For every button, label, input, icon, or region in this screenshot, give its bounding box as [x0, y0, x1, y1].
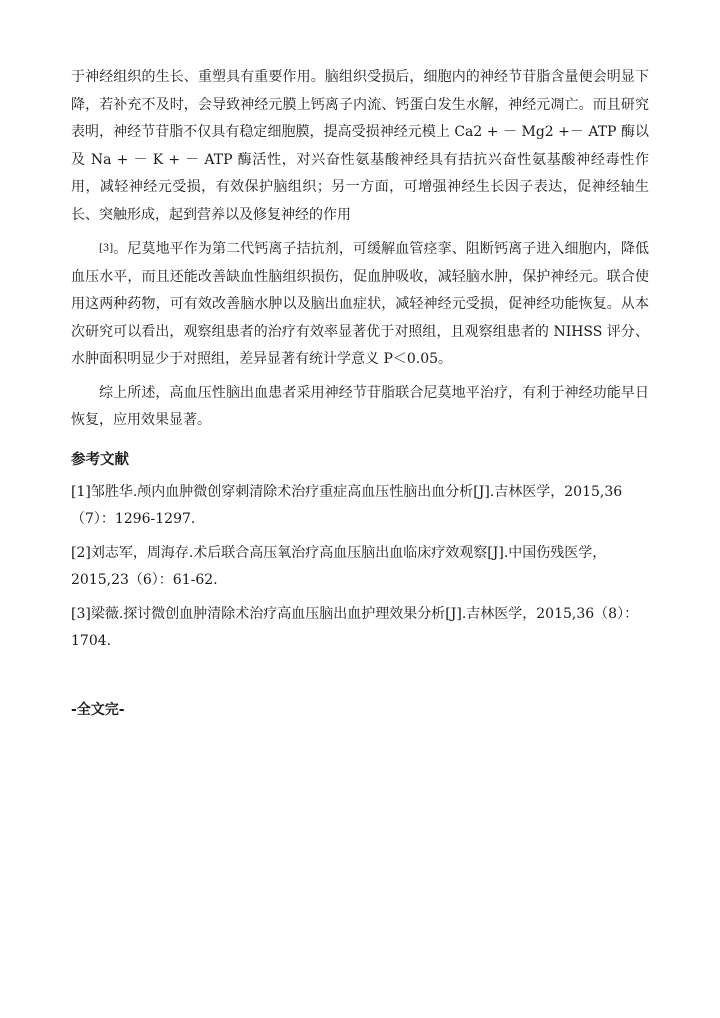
body-paragraph-2 — [71, 235, 649, 374]
end-of-document-mark: -全文完- — [71, 701, 125, 718]
document-page — [71, 64, 649, 722]
references-heading: 参考文献 — [71, 451, 129, 468]
reference-item-2: [2]刘志军，周海存.术后联合高压氧治疗高血压脑出血临床疗效观察[J].中国伤残医学，2015,23（6）：61-62. — [71, 544, 607, 588]
body-paragraph-3: 综上所述，高血压性脑出血患者采用神经节苷脂联合尼莫地平治疗，有利于神经功能早日恢复，应用效果显著。 — [71, 384, 649, 428]
reference-item-3: [3]梁薇.探讨微创血肿清除术治疗高血压脑出血护理效果分析[J].吉林医学，2015,36（8）：1704. — [71, 605, 639, 649]
citation-marker: [3] — [99, 243, 114, 254]
body-paragraph-1: 于神经组织的生长、重塑具有重要作用。脑组织受损后，细胞内的神经节苷脂含量便会明显下降，若补充不及时，会导致神经元膜上钙离子内流、钙蛋白发生水解，神经元凋亡。而且研究表明，神经节苷脂不仅具有稳定细胞膜，提高受损神经元模上 Ca2 + － Mg2 +－ ATP 酶以及 Na + － K + － ATP 酶活性，对兴奋性氨基酸神经具有拮抗兴奋性氨基酸神经毒性作用，减轻神经元受损，有效保护脑组织；另一方面，可增强神经生长因子表达，促神经轴生长、突触形成，起到营养以及修复神经的作用 — [71, 69, 649, 223]
reference-item-1: [1]邹胜华.颅内血肿微创穿刺清除术治疗重症高血压性脑出血分析[J].吉林医学，2015,36（7）：1296-1297. — [71, 483, 623, 527]
body-paragraph-2-text: 。尼莫地平作为第二代钙离子拮抗剂，可缓解血管痉挛、阻断钙离子进入细胞内，降低血压水平，而且还能改善缺血性脑组织损伤，促血肿吸收，减轻脑水肿，保护神经元。联合使用这两种药物，可有效改善脑水肿以及脑出血症状，减轻神经元受损，促神经功能恢复。从本次研究可以看出，观察组患者的治疗有效率显著优于对照组，且观察组患者的 NIHSS 评分、水肿面积明显少于对照组，差异显著有统计学意义 P＜0.05。 — [71, 241, 649, 367]
